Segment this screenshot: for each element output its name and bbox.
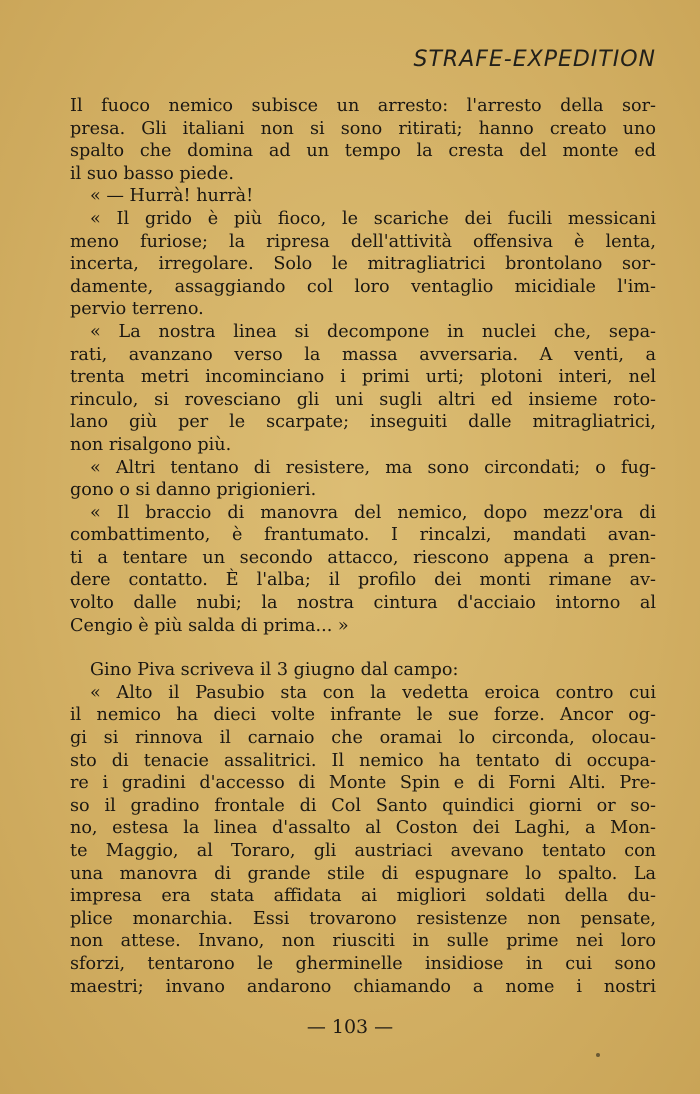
body-text (70, 95, 656, 998)
running-head: STRAFE-EXPEDITION (413, 47, 656, 72)
text-line: Cengio è più salda di prima... » (70, 615, 349, 636)
text-line: rati, avanzano verso la massa avversaria. A venti, a (70, 344, 656, 365)
text-line: ti a tentare un secondo attacco, riescono appena a pren- (70, 547, 656, 568)
second-passage (70, 659, 656, 998)
text-line: « — Hurrà! hurrà! (90, 186, 254, 207)
text-line: gono o si danno prigionieri. (70, 480, 317, 501)
text-line: trenta metri incominciano i primi urti; plotoni interi, nel (70, 367, 656, 388)
paper-speck (596, 1053, 600, 1057)
text-line: non risalgono più. (70, 434, 232, 455)
text-line: « La nostra linea si decompone in nuclei che, sepa- (90, 321, 656, 342)
text-line: meno furiose; la ripresa dell'attività offensiva è lenta, (70, 231, 656, 252)
text-line: re i gradini d'accesso di Monte Spin e di Forni Alti. Pre- (70, 773, 656, 794)
text-line: rinculo, si rovesciano gli uni sugli altri ed insieme roto- (70, 389, 656, 410)
text-line: « Il grido è più fioco, le scariche dei fucili messicani (90, 208, 656, 229)
text-line: so il gradino frontale di Col Santo quindici giorni or so- (70, 795, 656, 816)
text-line: maestri; invano andarono chiamando a nome i nostri (70, 976, 656, 997)
page-number: — 103 — (306, 1016, 394, 1038)
text-line: te Maggio, al Toraro, gli austriaci avevano tentato con (70, 841, 656, 861)
text-line: damente, assaggiando col loro ventaglio micidiale l'im- (70, 276, 656, 297)
text-line: una manovra di grande stile di espugnare lo spalto. La (70, 863, 656, 884)
text-line: dere contatto. È l'alba; il profilo dei monti rimane av- (70, 570, 656, 591)
text-line: incerta, irregolare. Solo le mitragliatrici brontolano sor- (70, 254, 656, 275)
text-line: Il fuoco nemico subisce un arresto: l'arresto della sor- (70, 96, 656, 116)
paragraph-break (70, 637, 656, 659)
text-line: no, estesa la linea d'assalto al Coston dei Laghi, a Mon- (70, 818, 656, 839)
text-line: « Il braccio di manovra del nemico, dopo mezz'ora di (90, 502, 656, 523)
text-line: il suo basso piede. (70, 163, 234, 184)
text-line: pervio terreno. (70, 299, 204, 320)
text-line: presa. Gli italiani non si sono ritirati; hanno creato uno (70, 118, 656, 139)
text-line: il nemico ha dieci volte infrante le sue forze. Ancor og- (70, 705, 656, 726)
text-line: volto dalle nubi; la nostra cintura d'acciaio intorno al (70, 593, 656, 614)
text-line: « Altri tentano di resistere, ma sono circondati; o fug- (90, 457, 656, 478)
text-line: gi si rinnova il carnaio che oramai lo circonda, olocau- (70, 728, 656, 749)
text-line: lano giù per le scarpate; inseguiti dalle mitragliatrici, (70, 412, 656, 433)
text-line: spalto che domina ad un tempo la cresta del monte ed (70, 141, 656, 162)
first-passage (70, 95, 656, 637)
text-line: plice monarchia. Essi trovarono resistenze non pensate, (70, 908, 656, 929)
text-line: impresa era stata affidata ai migliori soldati della du- (70, 886, 656, 907)
text-line: combattimento, è frantumato. I rincalzi, mandati avan- (70, 525, 656, 546)
text-line: Gino Piva scriveva il 3 giugno dal campo: (90, 660, 459, 681)
text-line: « Alto il Pasubio sta con la vedetta eroica contro cui (90, 682, 656, 703)
text-line: non attese. Invano, non riusciti in sulle prime nei loro (70, 931, 656, 952)
text-line: sto di tenacie assalitrici. Il nemico ha tentato di occupa- (70, 750, 656, 771)
text-line: sforzi, tentarono le gherminelle insidiose in cui sono (70, 953, 656, 974)
